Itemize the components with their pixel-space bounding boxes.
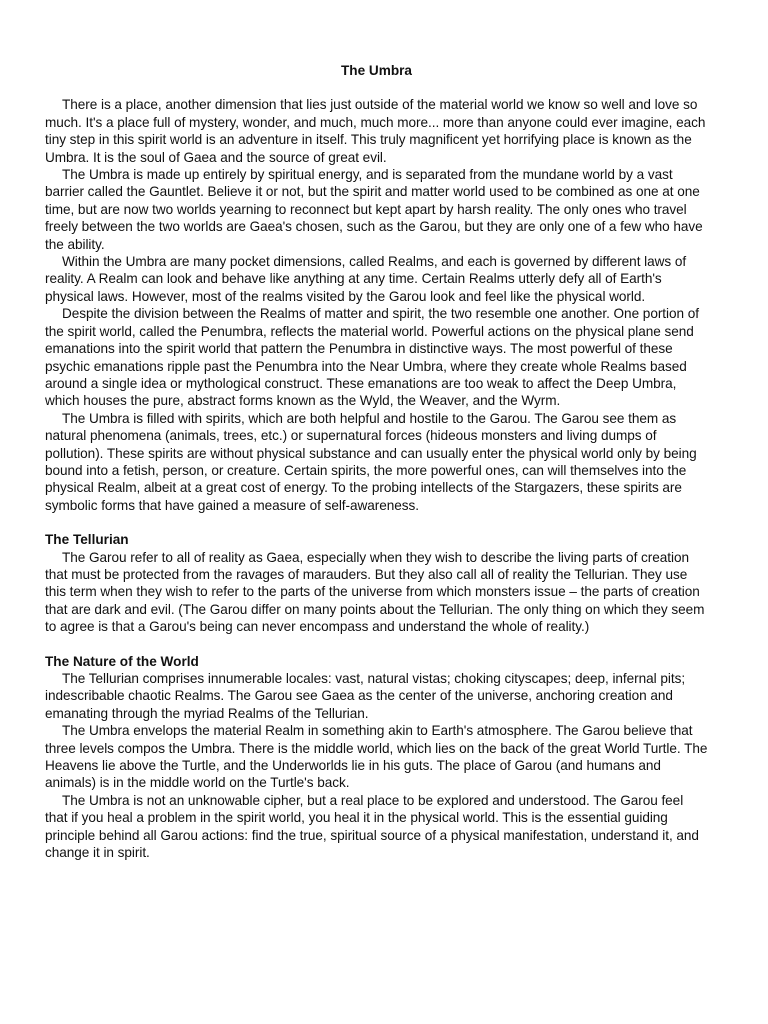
paragraph-intro-3: Within the Umbra are many pocket dimensions, called Realms, and each is governed by different laws of reality. A Realm can look and behave like anything at any time. Certain Realms utterly defy all of Earth's physical laws. However, most of the realms visited by the Garou look and feel like the physical world.	[45, 254, 687, 304]
section-heading-tellurian: The Tellurian	[45, 532, 129, 548]
section-heading-nature-of-world: The Nature of the World	[45, 653, 199, 669]
paragraph-intro-1: There is a place, another dimension that lies just outside of the material world we know so well and love so much. It's a place full of mystery, wonder, and much, much more... more than anyone could ever imagine, each tiny step in this spirit world is an adventure in itself. This truly magnificent yet horrifying place is known as the Umbra. It is the soul of Gaea and the source of great evil.	[45, 97, 706, 165]
paragraph-intro-2: The Umbra is made up entirely by spiritual energy, and is separated from the mundane world by a vast barrier called the Gauntlet. Believe it or not, but the spirit and matter world used to be combined as one at one time, but are now two worlds yearning to reconnect but kept apart by harsh reality. The only ones who travel freely between the two worlds are Gaea's chosen, such as the Garou, but they are only one of a few who have the ability.	[45, 167, 703, 252]
paragraph-tellurian-1: The Garou refer to all of reality as Gaea, especially when they wish to describe the living parts of creation that must be protected from the ravages of marauders. But they also call all of reality the Tellurian. They use this term when they wish to refer to the parts of the universe from which monsters issue – the parts of creation that are dark and evil. (The Garou differ on many points about the Tellurian. The only thing on which they seem to agree is that a Garou's being can never encompass and understand the whole of reality.)	[45, 549, 705, 635]
paragraph-nature-1: The Tellurian comprises innumerable locales: vast, natural vistas; choking cityscapes; deep, infernal pits; indescribable chaotic Realms. The Garou see Gaea as the center of the universe, anchoring creation and emanating through the myriad Realms of the Tellurian.	[45, 671, 686, 721]
paragraph-intro-5: The Umbra is filled with spirits, which are both helpful and hostile to the Garou. The Garou see them as natural phenomena (animals, trees, etc.) or supernatural forces (hideous monsters and living dumps of pollution). These spirits are without physical substance and can usually enter the physical world only by being bound into a fetish, person, or creature. Certain spirits, the more powerful ones, can will themselves into the physical Realm, albeit at a great cost of energy. To the probing intellects of the Stargazers, these spirits are symbolic forms that have gained a measure of self-awareness.	[45, 410, 697, 513]
paragraph-nature-3: The Umbra is not an unknowable cipher, but a real place to be explored and understood. The Garou feel that if you heal a problem in the spirit world, you heal it in the physical world. This is the essential guiding principle behind all Garou actions: find the true, spiritual source of a physical manifestation, understand it, and change it in spirit.	[45, 792, 699, 861]
paragraph-intro-4: Despite the division between the Realms of matter and spirit, the two resemble one another. One portion of the spirit world, called the Penumbra, reflects the material world. Powerful actions on the physical plane send emanations into the spirit world that pattern the Penumbra in distinctive ways. The most powerful of these psychic emanations ripple past the Penumbra into the Near Umbra, where they create whole Realms based around a single idea or mythological construct. These emanations are too weak to affect the Deep Umbra, which houses the pure, abstract forms known as the Wyld, the Weaver, and the Wyrm.	[45, 306, 699, 409]
page-title: The Umbra	[340, 63, 412, 78]
document-page	[45, 62, 708, 861]
paragraph-nature-2: The Umbra envelops the material Realm in something akin to Earth's atmosphere. The Garou believe that three levels compos the Umbra. There is the middle world, which lies on the back of the great World Turtle. The Heavens lie above the Turtle, and the Underworlds lie in his guts. The place of Garou (and humans and animals) is in the middle world on the Turtle's back.	[45, 723, 708, 791]
